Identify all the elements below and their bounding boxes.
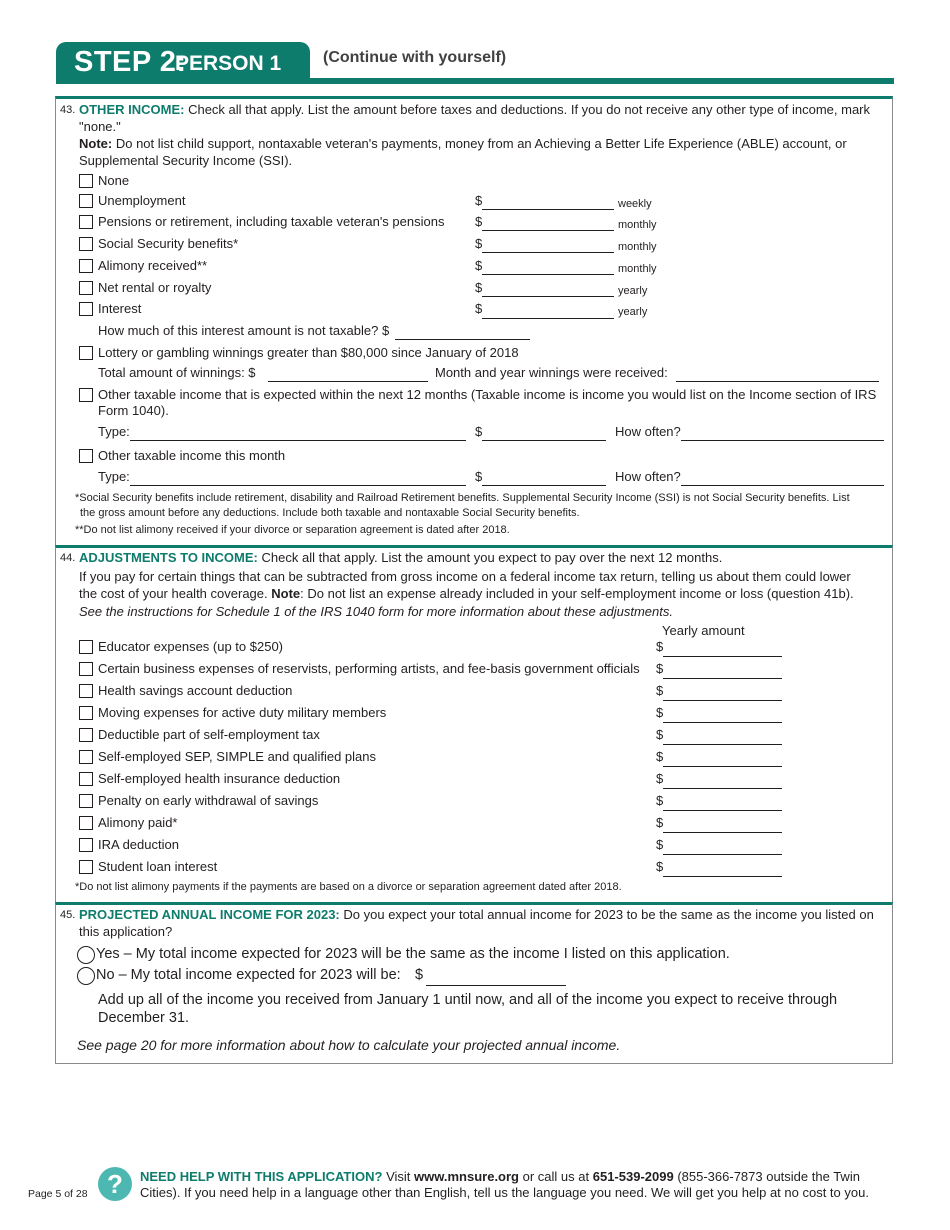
how-often-label: How often?	[615, 469, 681, 484]
header-subtitle: (Continue with yourself)	[323, 49, 507, 66]
interest-amount-field[interactable]	[482, 318, 614, 319]
adjustment-checkbox[interactable]	[79, 794, 93, 808]
dollar-sign: $	[656, 639, 664, 654]
adjustment-amount-field[interactable]	[663, 744, 782, 745]
q44-para-3: See the instructions for Schedule 1 of the IRS 1040 form for more information about these adjustments.	[79, 604, 673, 619]
adjustment-label: IRA deduction	[98, 837, 179, 852]
checkbox-net-rental[interactable]	[79, 281, 93, 295]
adjustment-label: Alimony paid*	[98, 815, 178, 830]
adjustment-label: Deductible part of self-employment tax	[98, 727, 320, 742]
adjustment-checkbox[interactable]	[79, 772, 93, 786]
help-rest-2: Cities). If you need help in a language other than English, tell us the language you need. We will get you help at no cost to you.	[140, 1185, 869, 1200]
winnings-month-label: Month and year winnings were received:	[435, 365, 668, 380]
adjustment-checkbox[interactable]	[79, 640, 93, 654]
person-label: PERSON 1	[175, 52, 282, 75]
adjustment-label: Educator expenses (up to $250)	[98, 639, 284, 654]
adjustment-checkbox[interactable]	[79, 750, 93, 764]
adjustment-checkbox[interactable]	[79, 706, 93, 720]
adjustment-amount-field[interactable]	[663, 656, 782, 657]
dollar-sign: $	[475, 214, 483, 229]
other-taxable-how-often-field[interactable]	[681, 440, 884, 441]
other-taxable-label: Other taxable income that is expected within the next 12 months (Taxable income is income you would list on the Income section of IRS	[98, 387, 877, 402]
adjustment-amount-field[interactable]	[663, 700, 782, 701]
q43-footnote-1b: the gross amount before any deductions. Include both taxable and nontaxable Social Security benefits.	[80, 507, 580, 519]
adjustment-amount-field[interactable]	[663, 788, 782, 789]
dollar-sign: $	[656, 859, 664, 874]
q45-question-2: this application?	[79, 924, 173, 939]
checkbox-interest[interactable]	[79, 302, 93, 316]
dollar-sign: $	[656, 705, 664, 720]
pensions-amount-field[interactable]	[482, 230, 614, 231]
adjustment-label: Health savings account deduction	[98, 683, 293, 698]
item-label: Social Security benefits*	[98, 236, 239, 251]
q43-note: Do not list child support, nontaxable veteran's payments, money from an Achieving a Better Life Experience (ABLE) account, or	[115, 136, 847, 151]
help-website-link[interactable]: www.mnsure.org	[414, 1169, 519, 1184]
checkbox-other-taxable[interactable]	[79, 388, 93, 402]
interest-not-taxable-field[interactable]	[395, 339, 530, 340]
adjustment-label: Moving expenses for active duty military members	[98, 705, 387, 720]
item-label: Pensions or retirement, including taxable veteran's pensions	[98, 214, 445, 229]
see-page-text: See page 20 for more information about how to calculate your projected annual income.	[77, 1037, 621, 1053]
other-month-how-often-field[interactable]	[681, 485, 884, 486]
page-number: Page 5 of 28	[28, 1188, 88, 1200]
adjustment-amount-field[interactable]	[663, 854, 782, 855]
type-label: Type:	[98, 424, 130, 439]
q45-question: Do you expect your total annual income for 2023 to be the same as the income you listed on	[343, 907, 874, 922]
dollar-sign: $	[656, 837, 664, 852]
other-taxable-label-2: Form 1040).	[98, 403, 169, 418]
dollar-sign: $	[475, 258, 483, 273]
step-label: STEP 2:	[74, 46, 187, 78]
adjustment-amount-field[interactable]	[663, 876, 782, 877]
adjustment-checkbox[interactable]	[79, 838, 93, 852]
checkbox-other-this-month[interactable]	[79, 449, 93, 463]
help-rest: (855-366-7873 outside the Twin	[677, 1169, 860, 1184]
q45-title: PROJECTED ANNUAL INCOME FOR 2023:	[79, 907, 340, 922]
q43-note-2: Supplemental Security Income (SSI).	[79, 153, 293, 168]
other-month-type-field[interactable]	[130, 485, 466, 486]
help-visit: Visit	[386, 1169, 411, 1184]
adjustment-label: Student loan interest	[98, 859, 218, 874]
interest-not-taxable-label: How much of this interest amount is not taxable? $	[98, 323, 390, 338]
radio-yes[interactable]	[77, 946, 95, 964]
adjustment-label: Certain business expenses of reservists, performing artists, and fee-basis government officials	[98, 661, 640, 676]
q44-footnote: *Do not list alimony payments if the payments are based on a divorce or separation agreement dated after 2018.	[75, 881, 622, 893]
freq-label: yearly	[618, 285, 648, 297]
type-label: Type:	[98, 469, 130, 484]
freq-label: weekly	[618, 198, 652, 210]
other-taxable-amount-field[interactable]	[482, 440, 606, 441]
dollar-sign: $	[415, 967, 424, 983]
checkbox-lottery[interactable]	[79, 346, 93, 360]
dollar-sign: $	[656, 793, 664, 808]
alimony-received-amount-field[interactable]	[482, 274, 614, 275]
freq-label: monthly	[618, 219, 657, 231]
q43-title: OTHER INCOME:	[79, 102, 185, 117]
help-call: or call us at	[522, 1169, 590, 1184]
addup-text: Add up all of the income you received from January 1 until now, and all of the income you expect to receive through	[98, 992, 838, 1008]
adjustment-checkbox[interactable]	[79, 728, 93, 742]
adjustment-amount-field[interactable]	[663, 766, 782, 767]
q44-number: 44.	[60, 552, 76, 564]
adjustment-checkbox[interactable]	[79, 684, 93, 698]
checkbox-pensions[interactable]	[79, 215, 93, 229]
q43-footnote-2: **Do not list alimony received if your divorce or separation agreement is dated after 2018.	[75, 524, 510, 536]
step-header-tab	[56, 42, 310, 82]
q45-number: 45.	[60, 909, 76, 921]
adjustment-label: Self-employed health insurance deduction	[98, 771, 341, 786]
q43-footnote-1: *Social Security benefits include retirement, disability and Railroad Retirement benefits. Supplemental Security Income (SSI) is not Social Security benefits. List	[75, 492, 850, 504]
adjustment-checkbox[interactable]	[79, 662, 93, 676]
q44-note-label: Note	[271, 586, 301, 601]
adjustment-checkbox[interactable]	[79, 816, 93, 830]
adjustment-amount-field[interactable]	[663, 832, 782, 833]
checkbox-social-security[interactable]	[79, 237, 93, 251]
radio-no-label: No – My total income expected for 2023 will be:	[96, 967, 401, 983]
dollar-sign: $	[656, 683, 664, 698]
help-question-icon: ?	[98, 1167, 132, 1201]
q44-para-2a: the cost of your health coverage.	[79, 586, 268, 601]
other-taxable-type-field[interactable]	[130, 440, 466, 441]
q43-number: 43.	[60, 104, 76, 116]
radio-yes-label: Yes – My total income expected for 2023 will be the same as the income I listed on this application.	[96, 946, 730, 962]
dollar-sign: $	[656, 749, 664, 764]
winnings-month-field[interactable]	[676, 381, 879, 382]
dollar-sign: $	[475, 469, 483, 484]
q44-para-1: If you pay for certain things that can be subtracted from gross income on a federal income tax return, telling us about them could lower	[79, 569, 851, 584]
help-phone[interactable]: 651-539-2099	[592, 1169, 674, 1184]
other-month-label: Other taxable income this month	[98, 448, 286, 463]
adjustment-label: Penalty on early withdrawal of savings	[98, 793, 319, 808]
q44-title: ADJUSTMENTS TO INCOME:	[79, 550, 258, 565]
net-rental-amount-field[interactable]	[482, 296, 614, 297]
addup-text-2: December 31.	[98, 1010, 190, 1026]
q43-intro: Check all that apply. List the amount before taxes and deductions. If you do not receive any other type of income, mark	[188, 102, 871, 117]
item-label: Alimony received**	[98, 258, 208, 273]
q44-intro: Check all that apply. List the amount you expect to pay over the next 12 months.	[261, 550, 723, 565]
dollar-sign: $	[475, 280, 483, 295]
dollar-sign: $	[475, 301, 483, 316]
dollar-sign: $	[475, 193, 483, 208]
freq-label: yearly	[618, 306, 648, 318]
radio-no[interactable]	[77, 967, 95, 985]
checkbox-alimony-received[interactable]	[79, 259, 93, 273]
adjustment-checkbox[interactable]	[79, 860, 93, 874]
lottery-label: Lottery or gambling winnings greater than $80,000 since January of 2018	[98, 345, 519, 360]
q43-intro-2: "none."	[79, 119, 121, 134]
item-label: Interest	[98, 301, 142, 316]
dollar-sign: $	[475, 424, 483, 439]
item-label: Net rental or royalty	[98, 280, 212, 295]
winnings-total-field[interactable]	[268, 381, 428, 382]
checkbox-unemployment[interactable]	[79, 194, 93, 208]
yearly-amount-header: Yearly amount	[662, 623, 745, 638]
dollar-sign: $	[656, 815, 664, 830]
help-title: NEED HELP WITH THIS APPLICATION?	[140, 1169, 383, 1184]
freq-label: monthly	[618, 263, 657, 275]
q44-para-2b: : Do not list an expense already included in your self-employment income or loss (question 41b).	[300, 586, 854, 601]
item-label: Unemployment	[98, 193, 186, 208]
adjustment-amount-field[interactable]	[663, 678, 782, 679]
unemployment-amount-field[interactable]	[482, 209, 614, 210]
projected-income-field[interactable]	[426, 985, 566, 986]
item-label: None	[98, 173, 130, 188]
adjustment-label: Self-employed SEP, SIMPLE and qualified plans	[98, 749, 376, 764]
header-rule	[56, 78, 894, 84]
adjustment-amount-field[interactable]	[663, 722, 782, 723]
dollar-sign: $	[475, 236, 483, 251]
adjustment-amount-field[interactable]	[663, 810, 782, 811]
how-often-label: How often?	[615, 424, 681, 439]
dollar-sign: $	[656, 727, 664, 742]
social-security-amount-field[interactable]	[482, 252, 614, 253]
dollar-sign: $	[656, 771, 664, 786]
dollar-sign: $	[656, 661, 664, 676]
q43-note-label: Note:	[79, 136, 113, 151]
winnings-total-label: Total amount of winnings: $	[98, 365, 256, 380]
checkbox-none[interactable]	[79, 174, 93, 188]
freq-label: monthly	[618, 241, 657, 253]
other-month-amount-field[interactable]	[482, 485, 606, 486]
